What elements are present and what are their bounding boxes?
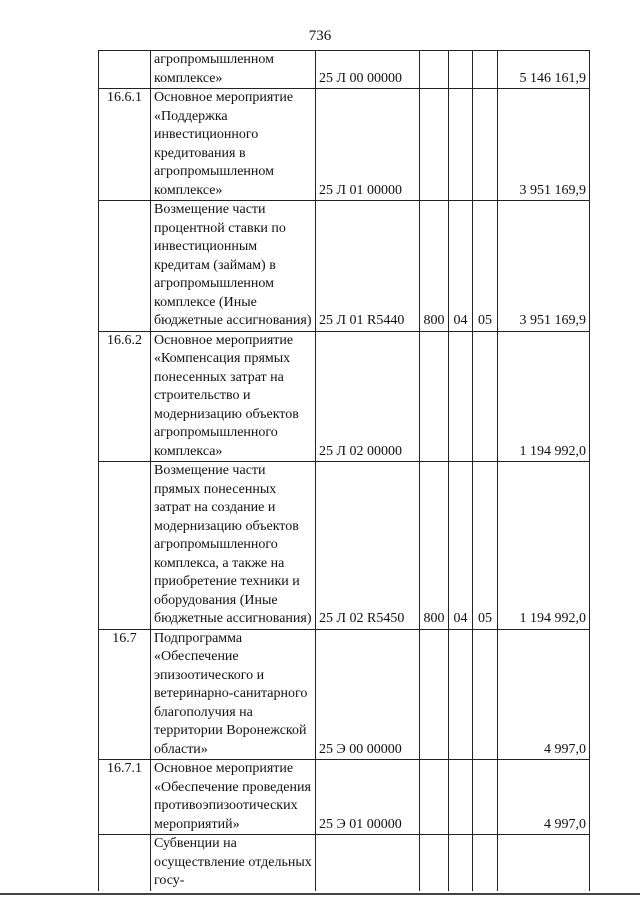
row-name: Возмещение части прямых понесенных затрат на создание и модернизацию объектов агропромышленного комплекса, а также на приобретение техники и оборудования (Иные бюджетные ассигнования) <box>151 462 316 630</box>
row-code <box>316 835 420 891</box>
row-number: 16.7.1 <box>99 760 151 835</box>
page-bottom-rule <box>0 893 640 895</box>
row-sum: 5 146 161,9 <box>498 51 590 89</box>
row-name: Возмещение части процентной ставки по инвестиционным кредитам (займам) в агропромышленном комплексе (Иные бюджетные ассигнования) <box>151 201 316 332</box>
row-rz: 04 <box>449 462 473 630</box>
row-code: 25 Л 00 00000 <box>316 51 420 89</box>
row-name: Основное мероприятие «Поддержка инвестиционного кредитования в агропромышленном комплексе» <box>151 89 316 201</box>
row-sum: 3 951 169,9 <box>498 201 590 332</box>
table-row <box>99 201 590 332</box>
row-code: 25 Л 02 00000 <box>316 331 420 462</box>
row-number: 16.6.2 <box>99 331 151 462</box>
row-pr <box>473 835 498 891</box>
row-name: Основное мероприятие «Обеспечение проведения противоэпизоотических мероприятий» <box>151 760 316 835</box>
row-number <box>99 462 151 630</box>
row-vr: 800 <box>420 462 449 630</box>
row-rz <box>449 331 473 462</box>
row-sum: 1 194 992,0 <box>498 462 590 630</box>
row-rz: 04 <box>449 201 473 332</box>
table-row <box>99 629 590 760</box>
row-rz <box>449 89 473 201</box>
page-number: 736 <box>308 28 332 44</box>
row-rz <box>449 835 473 891</box>
row-vr <box>420 89 449 201</box>
row-sum: 3 951 169,9 <box>498 89 590 201</box>
row-sum: 1 194 992,0 <box>498 331 590 462</box>
row-name: Основное мероприятие «Компенсация прямых понесенных затрат на строительство и модернизацию объектов агропромышленного комплекса» <box>151 331 316 462</box>
row-pr <box>473 331 498 462</box>
row-rz <box>449 629 473 760</box>
row-vr <box>420 51 449 89</box>
budget-table <box>98 50 590 891</box>
row-sum: 4 997,0 <box>498 629 590 760</box>
row-code: 25 Л 01 00000 <box>316 89 420 201</box>
table-row <box>99 331 590 462</box>
row-sum: 4 997,0 <box>498 760 590 835</box>
row-pr: 05 <box>473 462 498 630</box>
row-vr <box>420 331 449 462</box>
row-code: 25 Э 01 00000 <box>316 760 420 835</box>
row-number <box>99 835 151 891</box>
row-pr: 05 <box>473 201 498 332</box>
row-name: Подпрограмма «Обеспечение эпизоотического и ветеринарно-санитарного благополучия на территории Воронежской области» <box>151 629 316 760</box>
row-rz <box>449 760 473 835</box>
row-code: 25 Э 00 00000 <box>316 629 420 760</box>
table-row <box>99 51 590 89</box>
table-row <box>99 462 590 630</box>
row-vr <box>420 760 449 835</box>
row-vr: 800 <box>420 201 449 332</box>
table-row <box>99 89 590 201</box>
row-pr <box>473 629 498 760</box>
row-pr <box>473 89 498 201</box>
row-vr <box>420 835 449 891</box>
row-number <box>99 51 151 89</box>
row-number: 16.7 <box>99 629 151 760</box>
row-number <box>99 201 151 332</box>
row-sum <box>498 835 590 891</box>
row-name: агропромышленном комплексе» <box>151 51 316 89</box>
row-name: Субвенции на осуществление отдельных госу- <box>151 835 316 891</box>
row-code: 25 Л 01 R5440 <box>316 201 420 332</box>
row-number: 16.6.1 <box>99 89 151 201</box>
row-rz <box>449 51 473 89</box>
table-row <box>99 760 590 835</box>
row-pr <box>473 51 498 89</box>
row-code: 25 Л 02 R5450 <box>316 462 420 630</box>
table-row <box>99 835 590 891</box>
row-vr <box>420 629 449 760</box>
row-pr <box>473 760 498 835</box>
